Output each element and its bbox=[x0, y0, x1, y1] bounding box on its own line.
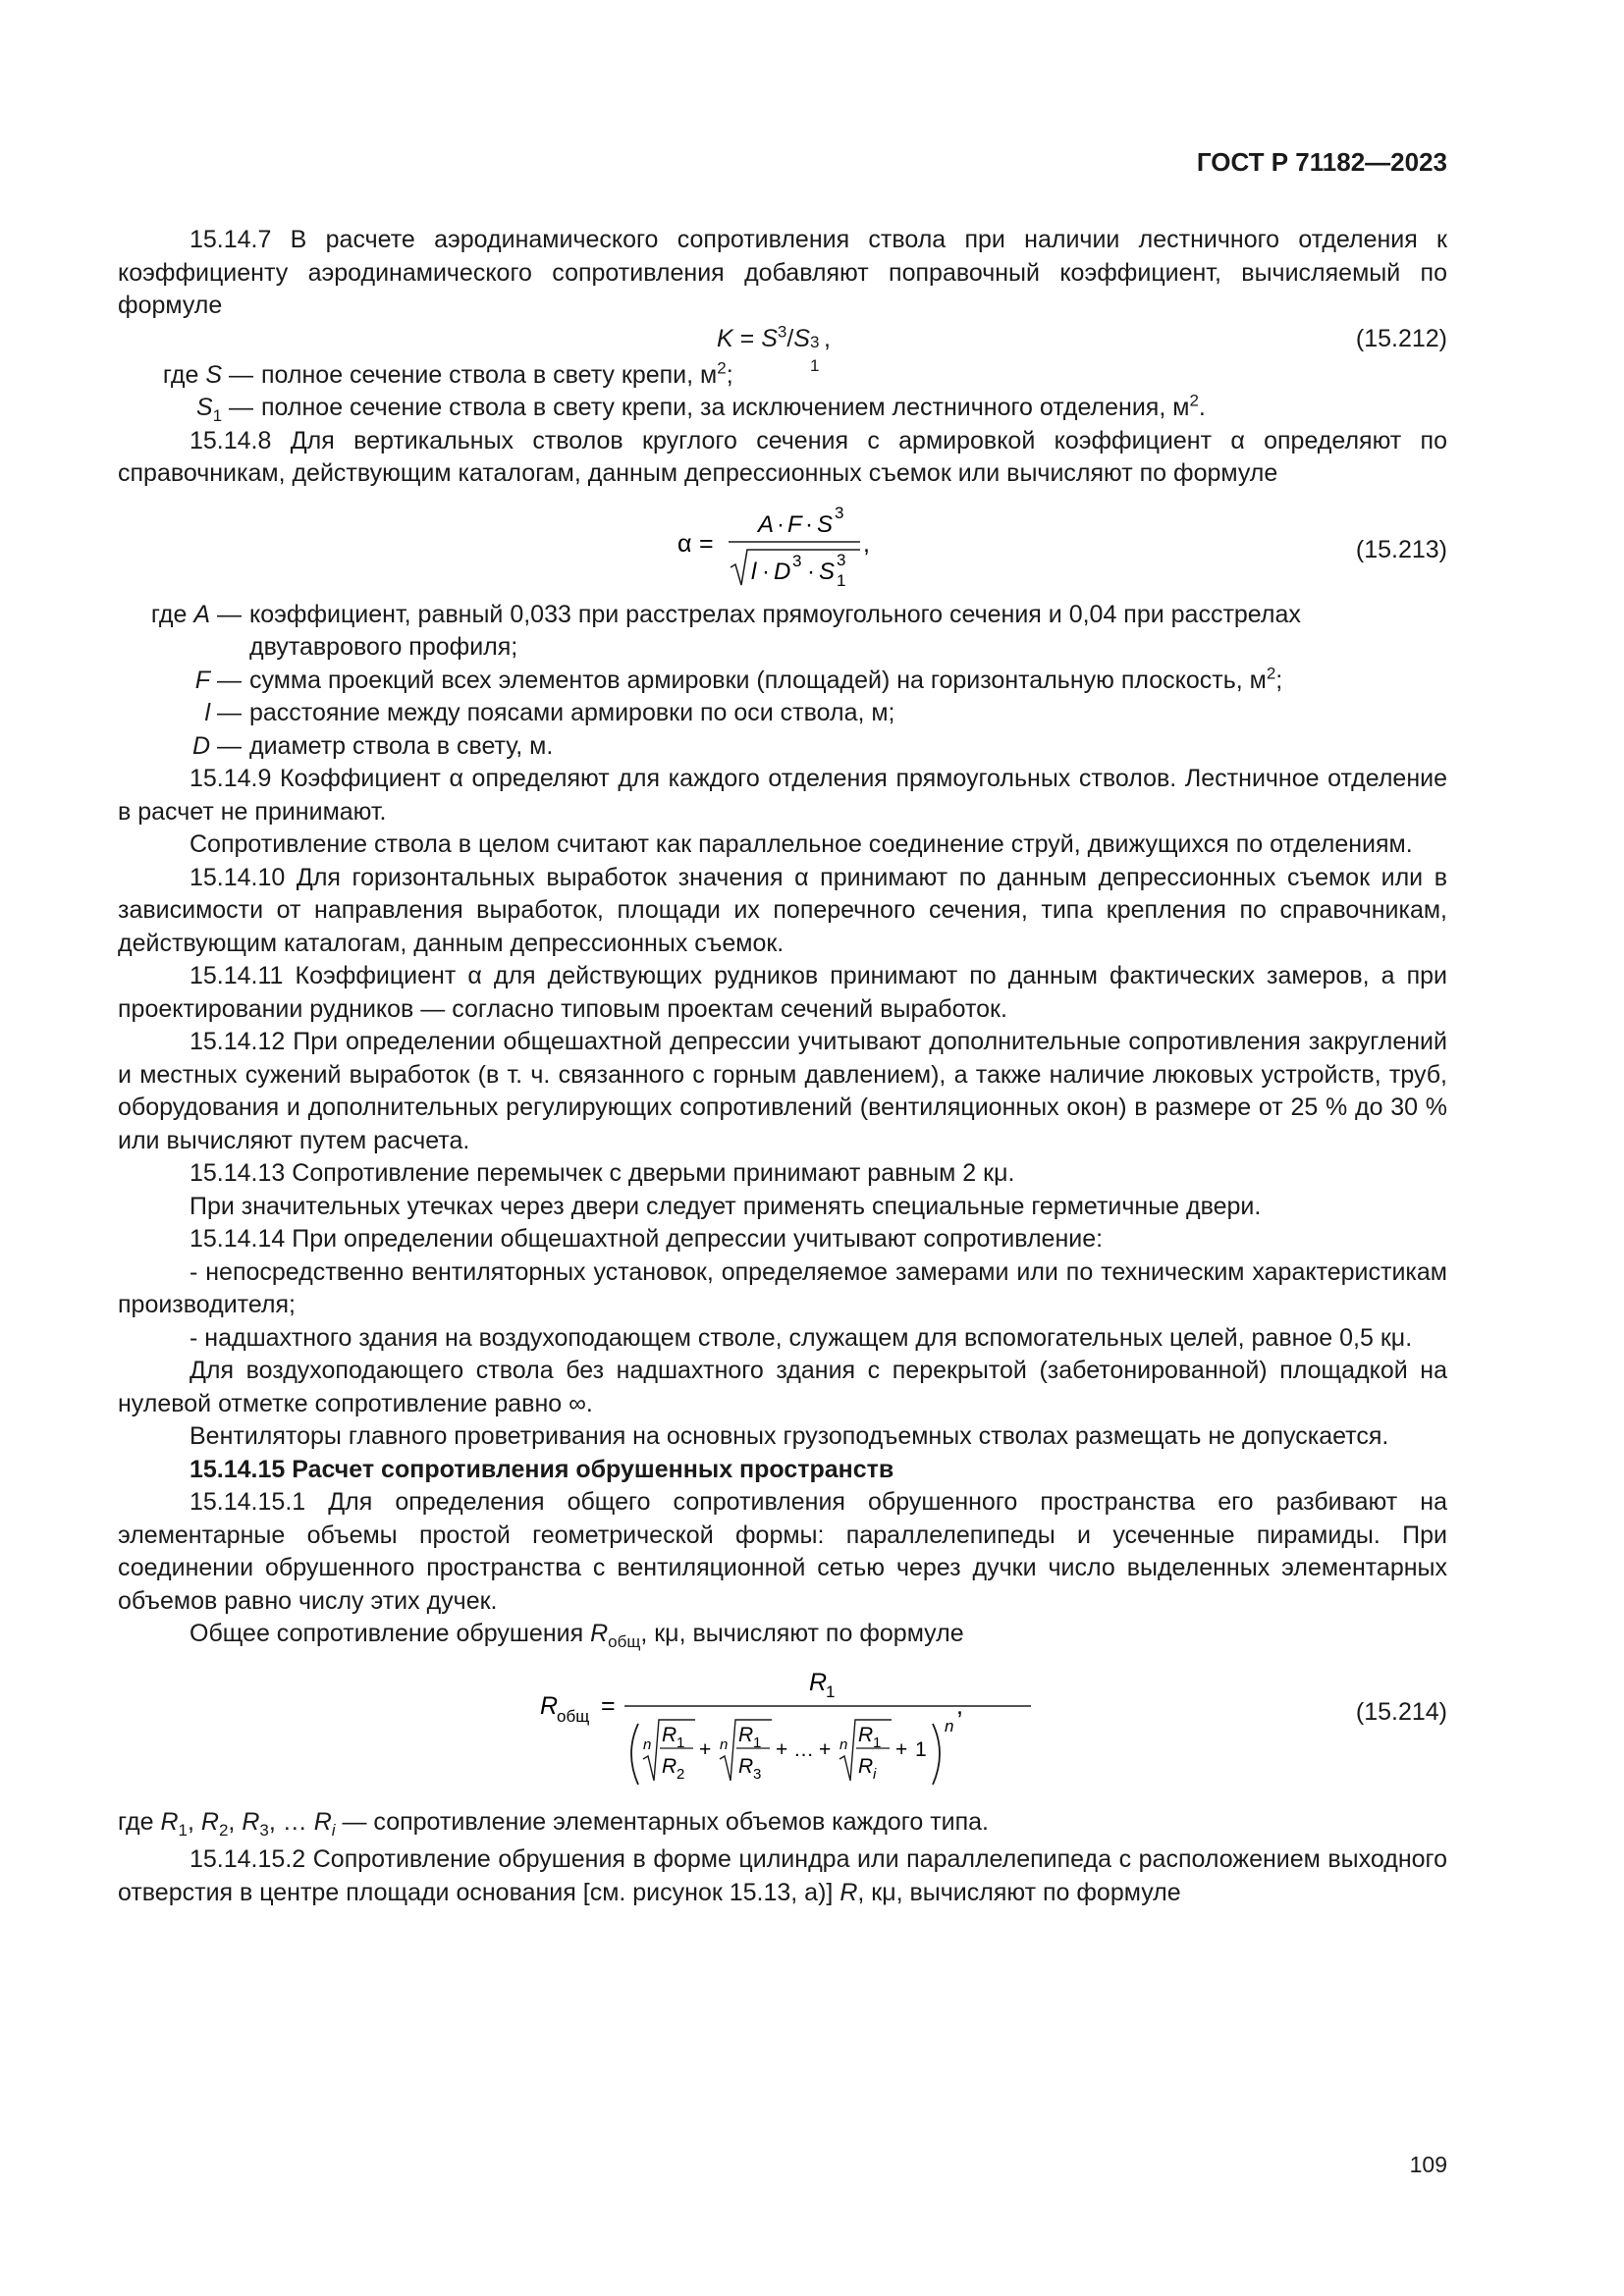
svg-text:1: 1 bbox=[837, 570, 846, 590]
svg-text:S: S bbox=[817, 510, 834, 538]
svg-text:3: 3 bbox=[792, 551, 802, 570]
paragraph-15-14-7: 15.14.7 В расчете аэродинамического сопротивления ствола при наличии лестничного отделения к коэффициенту аэродинамического сопротивления добавляют поправочный коэффициент, вычисляемый по формуле bbox=[118, 226, 1447, 319]
svg-text:R: R bbox=[858, 1723, 874, 1746]
svg-text:R: R bbox=[858, 1754, 874, 1778]
svg-text:α: α bbox=[677, 529, 692, 558]
svg-text:n: n bbox=[720, 1735, 729, 1753]
paragraph-15-14-14: 15.14.14 При определении общешахтной депрессии учитывают сопротивление: bbox=[189, 1225, 1104, 1253]
svg-text:+: + bbox=[699, 1737, 712, 1761]
legend-l: l — расстояние между поясами армировки по оси ствола, м; bbox=[204, 699, 895, 726]
svg-text:=: = bbox=[699, 529, 714, 558]
formula-alpha bbox=[677, 491, 933, 591]
svg-text:…: … bbox=[793, 1737, 814, 1761]
svg-text:3: 3 bbox=[835, 503, 844, 522]
list-item-headframe: - надшахтного здания на воздухоподающем стволе, служащем для вспомогательных целей, равное 0,5 кμ. bbox=[189, 1323, 1413, 1352]
svg-text:R: R bbox=[738, 1723, 754, 1746]
paragraph-15-14-11: 15.14.11 Коэффициент α для действующих рудников принимают по данным фактических замеров, а при проектировании рудников — согласно типовым проектам сечений выработок. bbox=[118, 962, 1447, 1023]
paragraph-15-14-12: 15.14.12 При определении общешахтной депрессии учитывают дополнительные сопротивления закруглений и местных сужений выработок (в т. ч. связанного с горным давлением), а также наличие люковых устройств, труб, оборудования и дополнительных регулирующих сопротивлений (вентиляционных окон) в размере от 25 % до 30 % или вычисляют путем расчета. bbox=[118, 1028, 1447, 1154]
paragraph-no-headframe: Для воздухоподающего ствола без надшахтного здания с перекрытой (забетонированной) площадкой на нулевой отметке сопротивление равно ∞. bbox=[118, 1357, 1447, 1417]
paragraph-total-resistance: Общее сопротивление обрушения $R_{общ}$, кμ, вычисляют по формуле bbox=[189, 1620, 964, 1651]
legend-a: где A — коэффициент, равный 0,033 при расстрелах прямоугольного сечения и 0,04 при расстрелах двутаврового профиля; bbox=[150, 600, 1301, 661]
list-item-fans: - непосредственно вентиляторных установок, определяемое замерами или по техническим характеристикам производителя; bbox=[118, 1257, 1447, 1318]
svg-text:n: n bbox=[945, 1716, 954, 1735]
section-heading-15-14-15: 15.14.15 Расчет сопротивления обрушенных пространств bbox=[189, 1455, 894, 1483]
legend-r: где $R_1$, $R_2$, $R_3$, … $R_i$ — сопротивление элементарных объемов каждого типа. bbox=[118, 1807, 989, 1840]
svg-text:3: 3 bbox=[753, 1765, 762, 1783]
paragraph-leakage: При значительных утечках через двери следует применять специальные герметичные двери. bbox=[189, 1192, 1262, 1220]
paragraph-15-14-8: 15.14.8 Для вертикальных стволов круглого сечения с армировкой коэффициент α определяют по справочникам, действующим каталогам, данным депрессионных съемок или вычисляют по формуле bbox=[118, 426, 1447, 487]
equation-number: (15.213) bbox=[1355, 535, 1447, 563]
svg-text:A: A bbox=[758, 510, 775, 538]
formula-k: $K = S^3/S$ 3 1 , bbox=[717, 322, 831, 375]
svg-text:n: n bbox=[643, 1735, 652, 1753]
svg-text:3: 3 bbox=[837, 550, 846, 569]
document-header: ГОСТ Р 71182—2023 bbox=[1196, 147, 1447, 177]
page-number: 109 bbox=[1409, 2152, 1447, 2177]
svg-text:l: l bbox=[751, 558, 757, 585]
paragraph-15-14-15-2: 15.14.15.2 Сопротивление обрушения в форме цилиндра или параллелепипеда с расположением выходного отверстия в центре площади основания [см. рисунок 15.13, а)] R, кμ, вычисляют по формуле bbox=[118, 1845, 1447, 1906]
svg-text:R: R bbox=[540, 1691, 559, 1720]
formula-r-total bbox=[540, 1651, 1031, 1800]
svg-text:R: R bbox=[738, 1754, 754, 1778]
svg-text:1: 1 bbox=[677, 1734, 685, 1751]
svg-text:=: = bbox=[601, 1691, 616, 1720]
equation-number: (15.212) bbox=[1355, 324, 1447, 352]
svg-text:·: · bbox=[805, 510, 813, 538]
svg-text:+: + bbox=[776, 1737, 788, 1761]
paragraph-15-14-9: 15.14.9 Коэффициент α определяют для каждого отделения прямоугольных стволов. Лестничное отделение в расчет не принимают. bbox=[118, 765, 1447, 826]
svg-text:+: + bbox=[895, 1737, 908, 1761]
svg-text:1: 1 bbox=[873, 1734, 882, 1751]
svg-text:общ: общ bbox=[557, 1706, 590, 1726]
svg-text:,: , bbox=[863, 529, 870, 558]
svg-text:·: · bbox=[762, 558, 770, 585]
svg-text:+: + bbox=[819, 1737, 832, 1761]
svg-text:n: n bbox=[839, 1735, 848, 1753]
svg-text:D: D bbox=[774, 558, 791, 585]
svg-text:·: · bbox=[777, 510, 785, 538]
equation-number: (15.214) bbox=[1355, 1697, 1447, 1726]
equation-15-213 bbox=[118, 491, 1447, 591]
svg-text:2: 2 bbox=[677, 1765, 685, 1783]
legend-s1: $S_1$ — полное сечение ствола в свету крепи, за исключением лестничного отделения, $м^2$. bbox=[195, 391, 1206, 425]
paragraph-15-14-13: 15.14.13 Сопротивление перемычек с дверьми принимают равным 2 кμ. bbox=[189, 1159, 1015, 1187]
svg-text:R: R bbox=[662, 1723, 677, 1746]
equation-15-214 bbox=[118, 1651, 1447, 1800]
paragraph-shaft-resistance: Сопротивление ствола в целом считают как параллельное соединение струй, движущихся по отделениям. bbox=[189, 830, 1413, 858]
svg-text:R: R bbox=[809, 1668, 828, 1696]
paragraph-main-fans: Вентиляторы главного проветривания на основных грузоподъемных стволах размещать не допускается. bbox=[189, 1422, 1389, 1450]
legend-f: F — сумма проекций всех элементов армировки (площадей) на горизонтальную плоскость, $м^2$; bbox=[194, 664, 1283, 694]
svg-text:1: 1 bbox=[915, 1737, 927, 1761]
legend-d: D — диаметр ствола в свету, м. bbox=[191, 731, 554, 760]
svg-text:S: S bbox=[819, 558, 836, 585]
document-body bbox=[118, 224, 1447, 1909]
svg-text:R: R bbox=[662, 1754, 677, 1778]
svg-text:,: , bbox=[956, 1691, 963, 1720]
svg-text:·: · bbox=[807, 558, 815, 585]
paragraph-15-14-15-1: 15.14.15.1 Для определения общего сопротивления обрушенного пространства его разбивают на элементарные объемы простой геометрической формы: параллелепипеды и усеченные пирамиды. При соединении обрушенного пространства с вентиляционной сетью через дучки число выделенных элементарных объемов равно числу этих дучек. bbox=[118, 1488, 1447, 1615]
paragraph-15-14-10: 15.14.10 Для горизонтальных выработок значения α принимают по данным депрессионных съемок или в зависимости от направления выработок, площади их поперечного сечения, типа крепления по справочникам, действующим каталогам, данным депрессионных съемок. bbox=[118, 863, 1447, 957]
svg-text:1: 1 bbox=[826, 1682, 836, 1701]
svg-text:F: F bbox=[787, 510, 802, 538]
legend-s: где S — полное сечение ствола в свету крепи, $м^2$; bbox=[162, 358, 733, 389]
svg-text:i: i bbox=[873, 1765, 877, 1783]
svg-text:1: 1 bbox=[753, 1734, 762, 1751]
